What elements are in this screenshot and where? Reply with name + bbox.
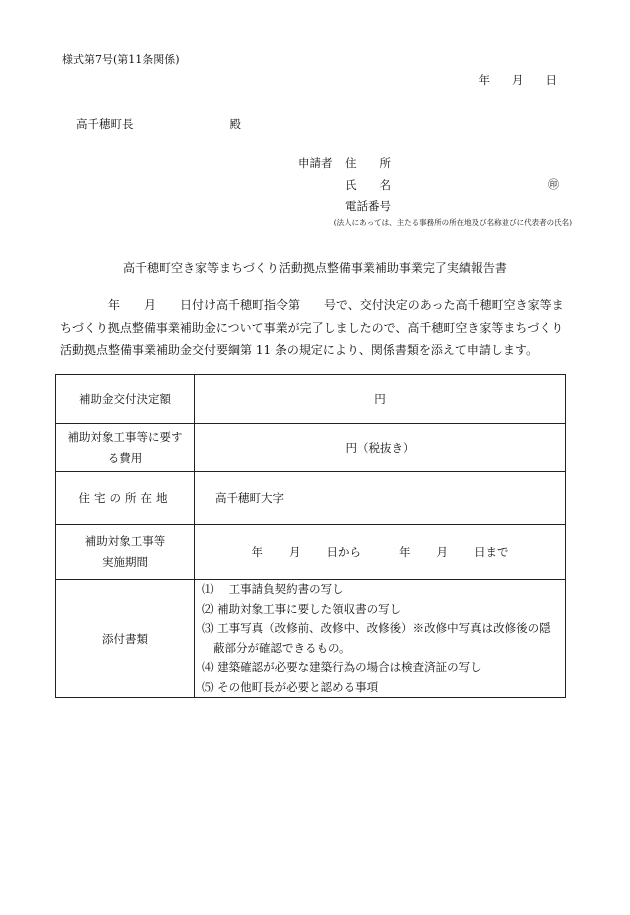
grant-label: 補助金交付決定額 bbox=[56, 375, 195, 424]
report-title: 高千穂町空き家等まちづくり活動拠点整備事業補助事業完了実績報告書 bbox=[123, 261, 507, 275]
table-row bbox=[56, 472, 566, 525]
period-label bbox=[56, 525, 195, 580]
period-end-day: 日まで bbox=[474, 545, 509, 559]
attachment-item: ⑷ 建築確認が必要な建築行為の場合は検査済証の写し bbox=[202, 660, 482, 674]
date-month: 月 bbox=[512, 73, 524, 87]
table-row bbox=[56, 525, 566, 580]
date-day: 日 bbox=[545, 73, 557, 87]
attachments-list bbox=[195, 580, 566, 698]
period-value bbox=[195, 525, 566, 580]
form-number: 様式第7号(第11条関係) bbox=[62, 53, 180, 66]
addressee-name: 高千穂町長 bbox=[76, 117, 134, 131]
period-label-line-2: 実施期間 bbox=[102, 555, 148, 569]
address-label: 住 所 bbox=[345, 156, 391, 170]
addressee-honorific: 殿 bbox=[229, 117, 241, 131]
body-line-1: 年 月 日付け高千穂町指令第 号で、交付決定のあった高千穂町空き家等ま bbox=[60, 298, 564, 312]
period-label-line-1: 補助対象工事等 bbox=[84, 534, 166, 548]
body-text bbox=[60, 294, 570, 362]
corporate-note: (法人にあっては、主たる事務所の所在地及び名称並びに代表者の氏名) bbox=[333, 218, 572, 227]
cost-value: 円（税抜き） bbox=[195, 424, 566, 472]
cost-label-line-1: 補助対象工事等に要す bbox=[67, 429, 183, 444]
attachments-label: 添付書類 bbox=[56, 580, 195, 698]
grant-value: 円 bbox=[195, 375, 566, 424]
table-row bbox=[56, 580, 566, 698]
period-start-day: 日から bbox=[326, 545, 361, 559]
cost-label bbox=[56, 424, 195, 472]
body-line-3: 活動拠点整備事業補助金交付要綱第 11 条の規定により、関係書類を添えて申請します。 bbox=[60, 343, 538, 357]
attachment-item-continuation: 蔽部分が確認できるもの。 bbox=[213, 640, 351, 655]
period-start-month: 月 bbox=[289, 545, 301, 559]
addressee bbox=[76, 116, 241, 132]
name-label: 氏 名 bbox=[345, 178, 391, 192]
period-end-year: 年 bbox=[399, 545, 411, 559]
applicant-label: 申請者 bbox=[298, 156, 333, 170]
attachment-item: ⑵ 補助対象工事に要した領収書の写し bbox=[202, 601, 402, 616]
table-row bbox=[56, 375, 566, 424]
cost-label-line-2: る費用 bbox=[107, 450, 143, 465]
body-line-2: ちづくり拠点整備事業補助金について事業が完了しましたので、高千穂町空き家等まちづくり bbox=[60, 320, 564, 335]
date-year: 年 bbox=[478, 73, 490, 87]
info-table bbox=[55, 374, 566, 698]
period-start-year: 年 bbox=[251, 545, 263, 559]
period-end-month: 月 bbox=[436, 545, 448, 559]
phone-label: 電話番号 bbox=[345, 199, 391, 213]
seal-mark: ㊞ bbox=[548, 178, 559, 191]
attachment-item: ⑴ 工事請負契約書の写し bbox=[202, 582, 344, 596]
table-row bbox=[56, 424, 566, 472]
attachment-item: ⑸ その他町長が必要と認める事項 bbox=[202, 679, 379, 694]
attachment-item: ⑶ 工事写真（改修前、改修中、改修後）※改修中写真は改修後の隠 bbox=[202, 621, 551, 635]
date-line bbox=[0, 72, 557, 88]
location-value: 高千穂町大字 bbox=[195, 472, 566, 525]
location-label: 住宅の所在地 bbox=[56, 472, 195, 525]
